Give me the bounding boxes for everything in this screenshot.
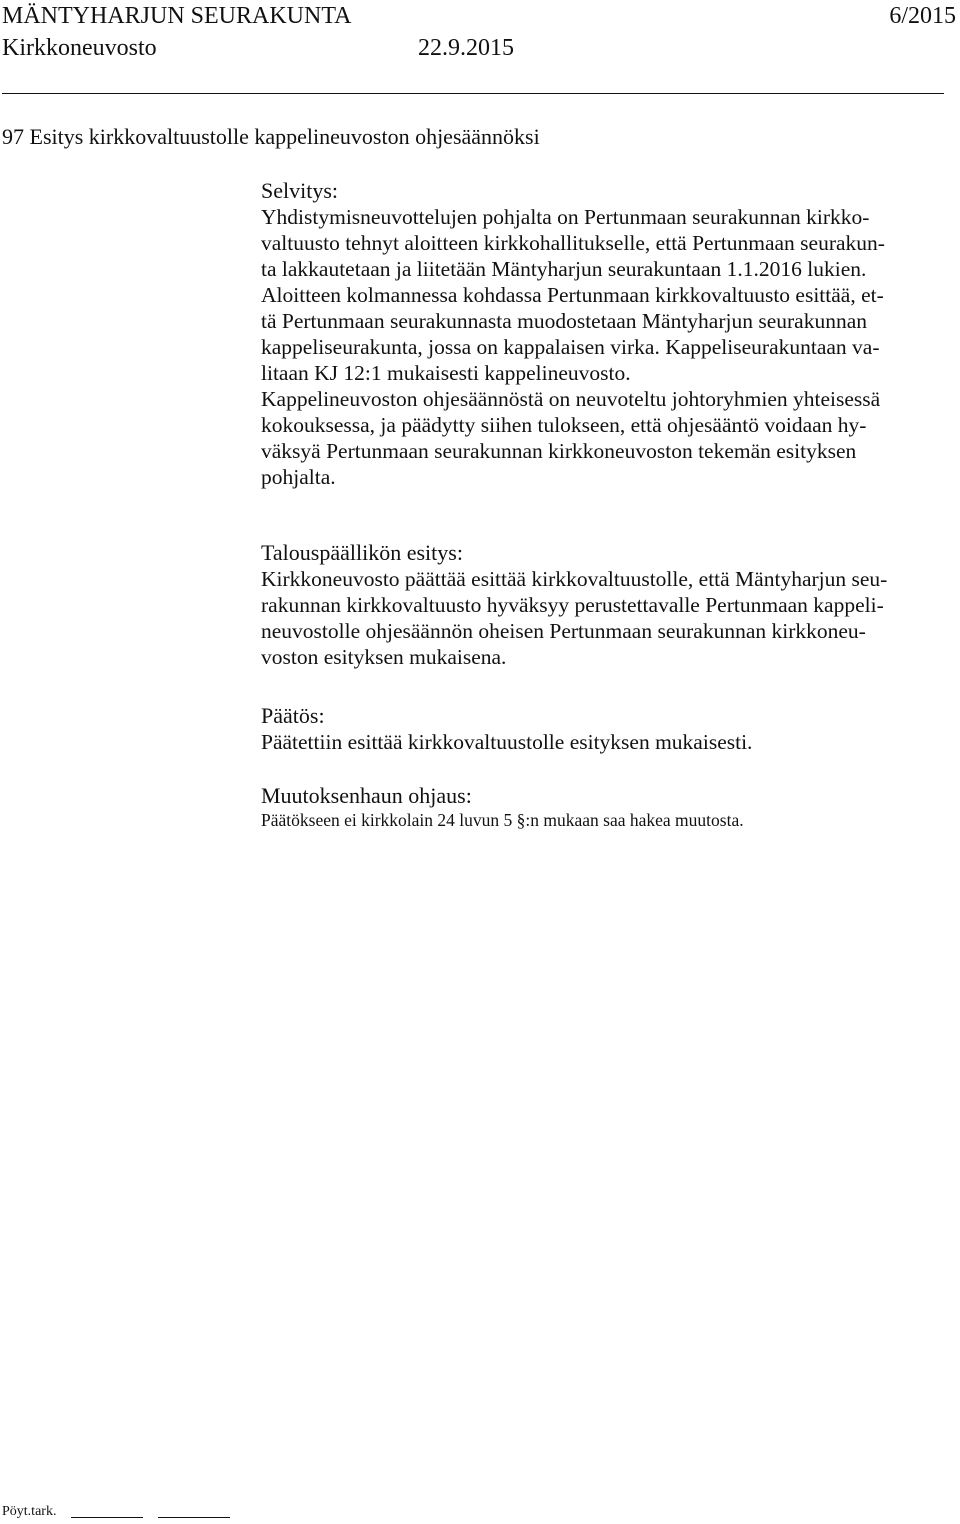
paragraph-line: kappeliseurakunta, jossa on kappalaisen virka. Kappeliseurakuntaan va-	[261, 335, 880, 359]
paragraph-line: Aloitteen kolmannessa kohdassa Pertunmaan kirkkovaltuusto esittää, et-	[261, 283, 884, 307]
paragraph-line: tä Pertunmaan seurakunnasta muodostetaan Mäntyharjun seurakunnan	[261, 309, 867, 333]
paragraph-line: valtuusto tehnyt aloitteen kirkkohallitukselle, että Pertunmaan seurakun-	[261, 231, 885, 255]
section-heading: Talouspäällikön esitys:	[261, 540, 463, 565]
paragraph-line: voston esityksen mukaisena.	[261, 645, 507, 669]
footer	[2, 1503, 230, 1521]
organization-name: MÄNTYHARJUN SEURAKUNTA	[2, 3, 352, 29]
header-divider	[2, 93, 944, 94]
meeting-number: 6/2015	[889, 3, 956, 29]
paragraph-line: kokouksessa, ja päädytty siihen tulokseen, että ohjesääntö voidaan hy-	[261, 413, 867, 437]
section-paatos	[261, 702, 960, 755]
section-selvitys	[261, 177, 960, 490]
section-heading: Selvitys:	[261, 178, 339, 203]
paragraph-line: Kappelineuvoston ohjesäännöstä on neuvoteltu johtoryhmien yhteisessä	[261, 387, 881, 411]
meeting-date: 22.9.2015	[418, 35, 514, 61]
section-talouspaallikon-esitys	[261, 539, 960, 670]
section-heading: Muutoksenhaun ohjaus:	[261, 783, 472, 808]
section-heading: Päätös:	[261, 703, 325, 728]
paragraph-line: Päätökseen ei kirkkolain 24 luvun 5 §:n mukaan saa hakea muutosta.	[261, 810, 744, 830]
paragraph-line: rakunnan kirkkovaltuusto hyväksyy perustettavalle Pertunmaan kappeli-	[261, 593, 884, 617]
paragraph-line: Kirkkoneuvosto päättää esittää kirkkovaltuustolle, että Mäntyharjun seu-	[261, 567, 888, 591]
meeting-body: Kirkkoneuvosto	[2, 35, 157, 61]
section-muutoksenhaun-ohjaus	[261, 782, 960, 831]
signature-line	[71, 1517, 143, 1518]
signature-line	[158, 1517, 230, 1518]
paragraph-line: ta lakkautetaan ja liitetään Mäntyharjun seurakuntaan 1.1.2016 lukien.	[261, 257, 867, 281]
paragraph-line: Yhdistymisneuvottelujen pohjalta on Pertunmaan seurakunnan kirkko-	[261, 205, 870, 229]
item-title: 97 Esitys kirkkovaltuustolle kappelineuvoston ohjesäännöksi	[2, 124, 540, 149]
paragraph-line: neuvostolle ohjesäännön oheisen Pertunmaan seurakunnan kirkkoneu-	[261, 619, 866, 643]
footer-label: Pöyt.tark.	[2, 1504, 57, 1519]
paragraph-line: pohjalta.	[261, 465, 336, 489]
paragraph-line: väksyä Pertunmaan seurakunnan kirkkoneuvoston tekemän esityksen	[261, 439, 857, 463]
paragraph-line: Päätettiin esittää kirkkovaltuustolle esityksen mukaisesti.	[261, 730, 753, 754]
paragraph-line: litaan KJ 12:1 mukaisesti kappelineuvosto.	[261, 361, 631, 385]
